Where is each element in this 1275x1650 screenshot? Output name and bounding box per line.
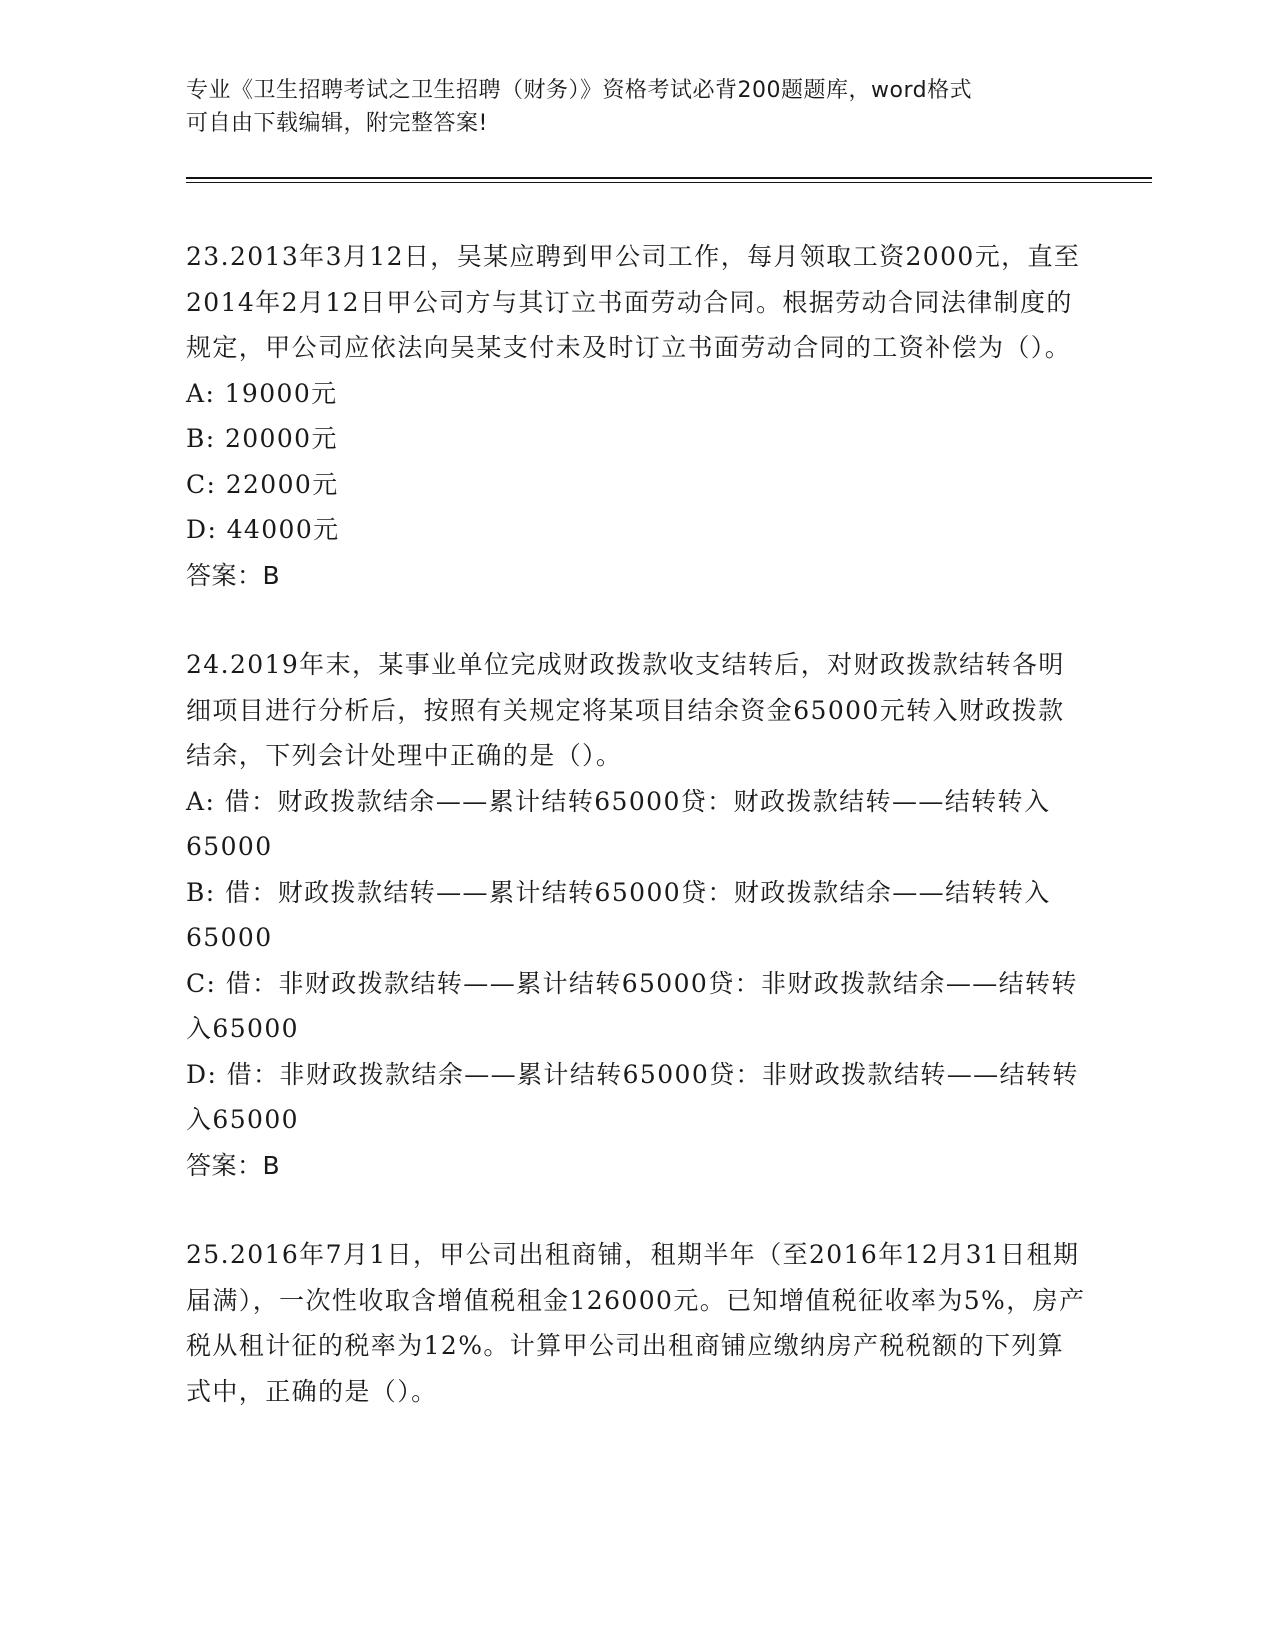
question-24 bbox=[186, 642, 1086, 1188]
question-text: 25.2016年7月1日，甲公司出租商铺，租期半年（至2016年12月31日租期届满），一次性收取含增值税租金126000元。已知增值税征收率为5%，房产税从租计征的税率为12%。计算甲公司出租商铺应缴纳房产税税额的下列算式中，正确的是（）。 bbox=[186, 1240, 1086, 1406]
question-25 bbox=[186, 1232, 1086, 1414]
option-d: D: 44000元 bbox=[186, 515, 340, 544]
header-rule-thick bbox=[186, 177, 1152, 179]
question-23 bbox=[186, 234, 1086, 598]
option-b: B: 20000元 bbox=[186, 424, 338, 453]
header-line-1: 专业《卫生招聘考试之卫生招聘（财务）》资格考试必背200题题库，word格式 bbox=[186, 78, 973, 103]
header-rule-thin bbox=[186, 182, 1152, 183]
header-line-2: 可自由下载编辑，附完整答案! bbox=[186, 111, 488, 136]
option-c: C: 借：非财政拨款结转——累计结转65000贷：非财政拨款结余——结转转入65000 bbox=[186, 968, 1078, 1043]
option-b: B: 借：财政拨款结转——累计结转65000贷：财政拨款结余——结转转入65000 bbox=[186, 877, 1051, 952]
answer-line: 答案：B bbox=[186, 1150, 281, 1180]
question-text: 23.2013年3月12日，吴某应聘到甲公司工作，每月领取工资2000元，直至2014年2月12日甲公司方与其订立书面劳动合同。根据劳动合同法律制度的规定，甲公司应依法向吴某支付未及时订立书面劳动合同的工资补偿为（）。 bbox=[186, 242, 1081, 362]
document-header bbox=[186, 74, 1086, 140]
answer-line: 答案：B bbox=[186, 560, 281, 590]
option-d: D: 借：非财政拨款结余——累计结转65000贷：非财政拨款结转——结转转入65000 bbox=[186, 1059, 1079, 1134]
option-a: A: 19000元 bbox=[186, 378, 338, 408]
question-list bbox=[186, 234, 1086, 1458]
option-c: C: 22000元 bbox=[186, 469, 339, 499]
question-text: 24.2019年末，某事业单位完成财政拨款收支结转后，对财政拨款结转各明细项目进行分析后，按照有关规定将某项目结余资金65000元转入财政拨款结余，下列会计处理中正确的是（）。 bbox=[186, 650, 1065, 770]
option-a: A: 借：财政拨款结余——累计结转65000贷：财政拨款结转——结转转入65000 bbox=[186, 786, 1051, 861]
